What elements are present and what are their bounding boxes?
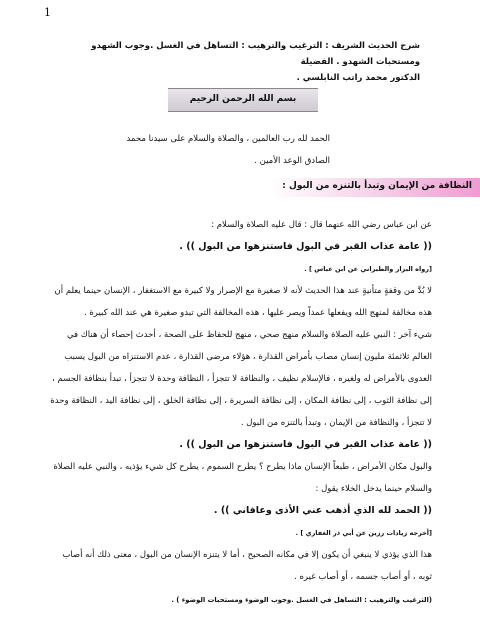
page-footer: (الترغيب والترهيب : التساهل في الغسل .وجوب الوضوء ومستحبات الوضوء ) . <box>171 596 432 604</box>
basmala: بسم الله الرحمن الرحيم <box>189 94 297 104</box>
hadith-quote-3: (( الحمد لله الذي أذهب عني الأذى وعافاني )) . <box>213 505 432 516</box>
paragraph-commentary-2: شيء آخر : النبي عليه الصلاة والسلام منهج صحي ، منهج للحفاظ على الصحة ، أحدث إحصاء أن هناك في العالم ثلاثمئة مليون إنسان مصاب بأمراض القذارة ، هؤلاء مرضى القذارة ، عدم الاستنزاه من البول يسبب العدوى بالأمراض له ولغيره ، فالإسلام نظيف ، والنظافة لا تتجزأ ، النظافة وحدة لا تتجزأ ، تبدأ بنظافة الجسم ، إلى نظافة الثوب ، إلى نظافة المكان ، إلى نظافة السريرة ، إلى نظافة الخلق ، إلى نظافة اليد ، النظافة وحدة لا تتجزأ ، والنظافة من الإيمان ، وتبدأ بالتنزه من البول . <box>50 330 432 428</box>
opening-paragraph: الحمد لله رب العالمين ، والصلاة والسلام على سيدنا محمد الصادق الوعد الأمين . <box>126 134 330 166</box>
paragraph-commentary-3: والبول مكان الأمراض ، طبعاً الإنسان ماذا يطرح ؟ يطرح السموم ، يطرح كل شيء يؤذيه ، والنبي عليه الصلاة والسلام حينما يدخل الخلاء يقول : <box>53 462 432 494</box>
header-line-2: الدكتور محمد راتب النابلسي . <box>296 73 420 83</box>
paragraph-commentary-1: لا بُدَّ من وقفةٍ متأنيةٍ عند هذا الحديث لأنه لا صغيرة مع الإصرار ولا كبيرة مع الاستغفار ، الإنسان حينما يعلم أن هذه مخالفة لمنهج الله ويفعلها عمداً ويصر عليها ، هذه المخالفة التي تبدو صغيرة هي عند الله كبيرة . <box>54 286 432 318</box>
hadith-reference-2: [أخرجه زيادات رزين عن أبي ذر الغفاري ] . <box>295 529 432 537</box>
header-line-1: شرح الحديث الشريف : الترغيب والترهيب : التساهل في الغسل .وجوب الشهدو ومستحبات الشهدو . الفضيلة <box>91 41 420 67</box>
body-text <box>48 214 432 588</box>
hadith-quote-1: (( عامة عذاب القبر في البول فاستنزهوا من البول )) . <box>179 241 432 252</box>
lecture-header <box>60 38 420 86</box>
page-number: 1 <box>44 6 51 19</box>
paragraph-hadith-intro: عن ابن عباس رضي الله عنهما قال : قال عليه الصلاة والسلام : <box>211 220 432 230</box>
paragraph-commentary-4: هذا الذي يؤذي لا ينبغي أن يكون إلا في مكانه الصحيح ، أما لا يتنزه الإنسان من البول ، معنى ذلك أنه أصاب ثوبه ، أو أصاب جسمه ، أو أصاب غيره . <box>62 550 432 582</box>
hadith-quote-2: (( عامة عذاب القبر في البول فاستنزهوا من البول )) . <box>179 439 432 450</box>
hadith-reference-1: [رواه البزار والطبراني عن ابن عباس ] . <box>304 265 432 273</box>
section-title: النظافة من الإيمان وتبدأ بالتنزه من البول : <box>282 181 472 191</box>
